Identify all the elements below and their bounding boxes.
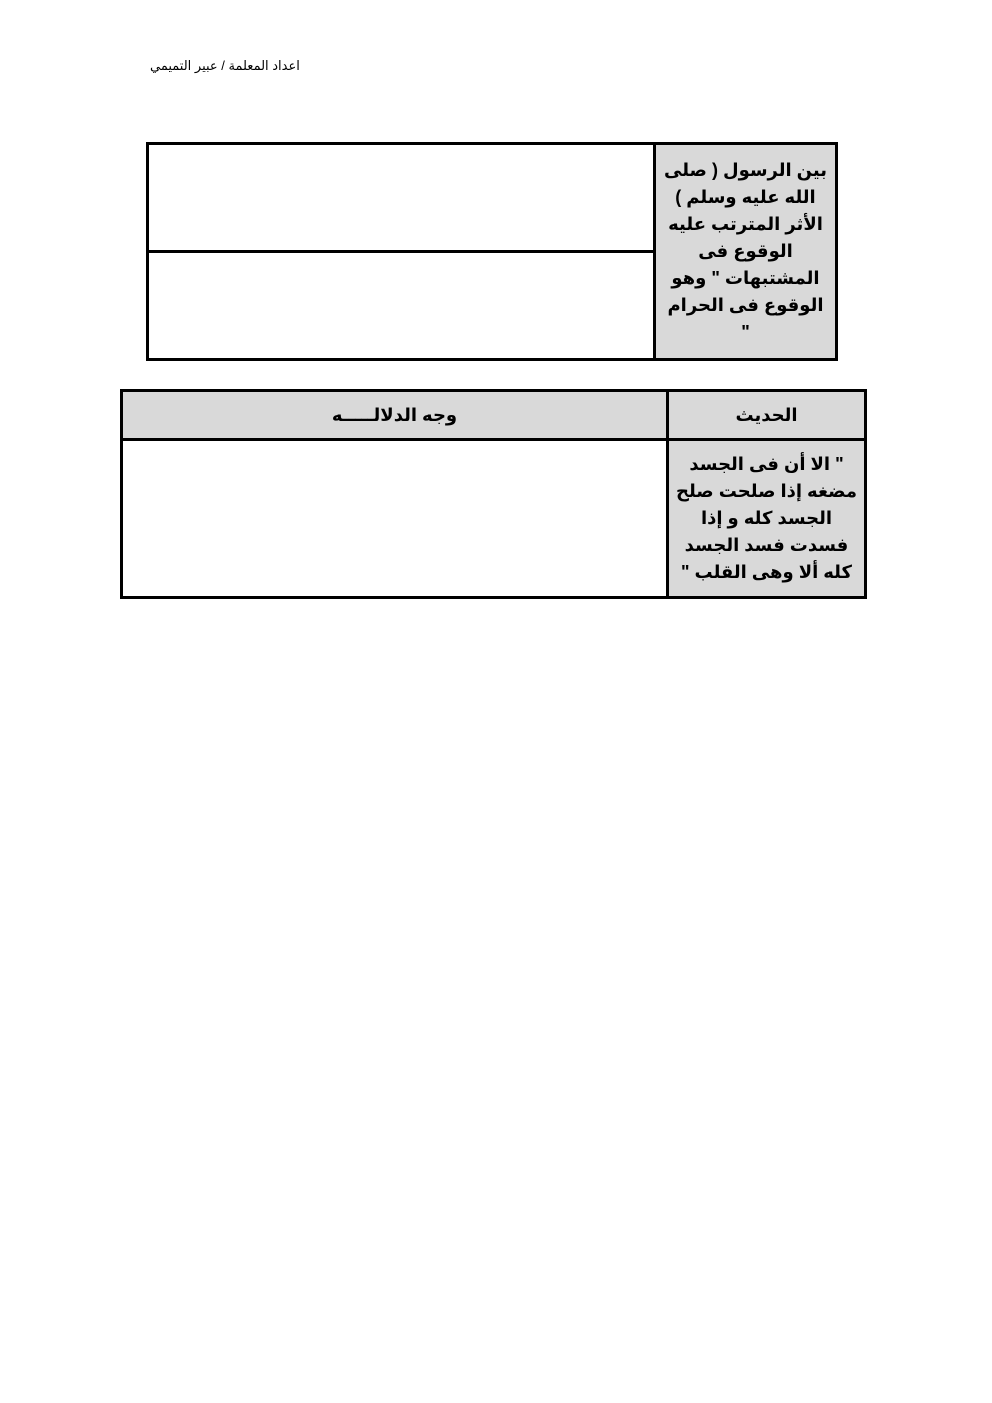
- hadith-text: " الا أن فى الجسد مضغه إذا صلحت صلح الجسد كله و إذا فسدت فسد الجسد كله ألا وهى القلب ": [668, 440, 866, 598]
- hadith-table: [120, 389, 867, 599]
- answer-cell-2[interactable]: [148, 252, 655, 360]
- author-header: اعداد المعلمة / عبير التميمي: [150, 58, 300, 73]
- question-label: بين الرسول ( صلى الله عليه وسلم ) الأثر المترتب عليه الوقوع فى المشتبهات " وهو الوقوع فى الحرام ": [655, 144, 837, 360]
- hadith-header: الحديث: [668, 391, 866, 440]
- meaning-header: وجه الدلالـــــه: [122, 391, 668, 440]
- answer-cell-1[interactable]: [148, 144, 655, 252]
- question-table: [146, 142, 838, 361]
- meaning-answer-cell[interactable]: [122, 440, 668, 598]
